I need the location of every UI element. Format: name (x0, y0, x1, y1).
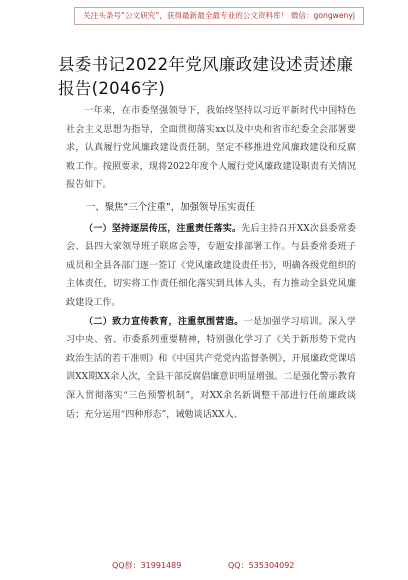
subsection-text: 先后主持召开XX次县委常委会、县四大家领导班子联席会等，专题安排部署工作。与县委常委班子成员和全县各部门逐一签订《党风廉政建设责任书》，明确各级党组织的主体责任，切实将工作责任细化落实到具体人头，有力推动全县党风廉政建设工作。 (66, 223, 356, 308)
subsection-text: 一是加强学习培训。深入学习中央、省、市委系列重要精神，特别强化学习了《关于新形势下党内政治生活的若干准则》和《中国共产党党内监督条例》，开展廉政党课培训XX期XX余人次，全县干部反腐倡廉意识明显增强。二是强化警示教育深入贯彻落实“三色预警机制”，对XX余名新调整干部进行任前廉政谈话；充分运用“四种形态”，诫勉谈话XX人、 (66, 316, 356, 420)
page-footer (0, 560, 408, 574)
subsection-heading: （二）致力宣传教育，注重氛围营造。 (84, 316, 244, 327)
document-body (66, 102, 356, 424)
footer-qq: QQ：535304092 (228, 561, 295, 570)
subsection-paragraph (66, 220, 356, 313)
subsection-paragraph (66, 313, 356, 425)
subsection-heading: （一）坚持逐层传压，注重责任落实。 (84, 223, 242, 234)
section-heading: 一、聚焦“三个注重”，加强领导压实责任 (86, 201, 256, 213)
intro-paragraph: 一年来，在市委坚强领导下，我始终坚持以习近平新时代中国特色社会主义思想为指导，全面贯彻落实xx以及中央和省市纪委全会部署要求，认真履行党风廉政建设责任制，坚定不移推进党风廉政建设和反腐败工作。按照要求，现将2022年度个人履行党风廉政建设职责有关情况报告如下。 (66, 106, 356, 191)
document-title: 县委书记2022年党风廉政建设述责述廉报告(2046字) (58, 55, 354, 98)
header-banner: 关注头条号“公文研究”，获得最新最全最专业的公文资料库！ 微信：gongwenyj (74, 7, 364, 25)
footer-qq-group: QQ群：31991489 (112, 561, 182, 570)
